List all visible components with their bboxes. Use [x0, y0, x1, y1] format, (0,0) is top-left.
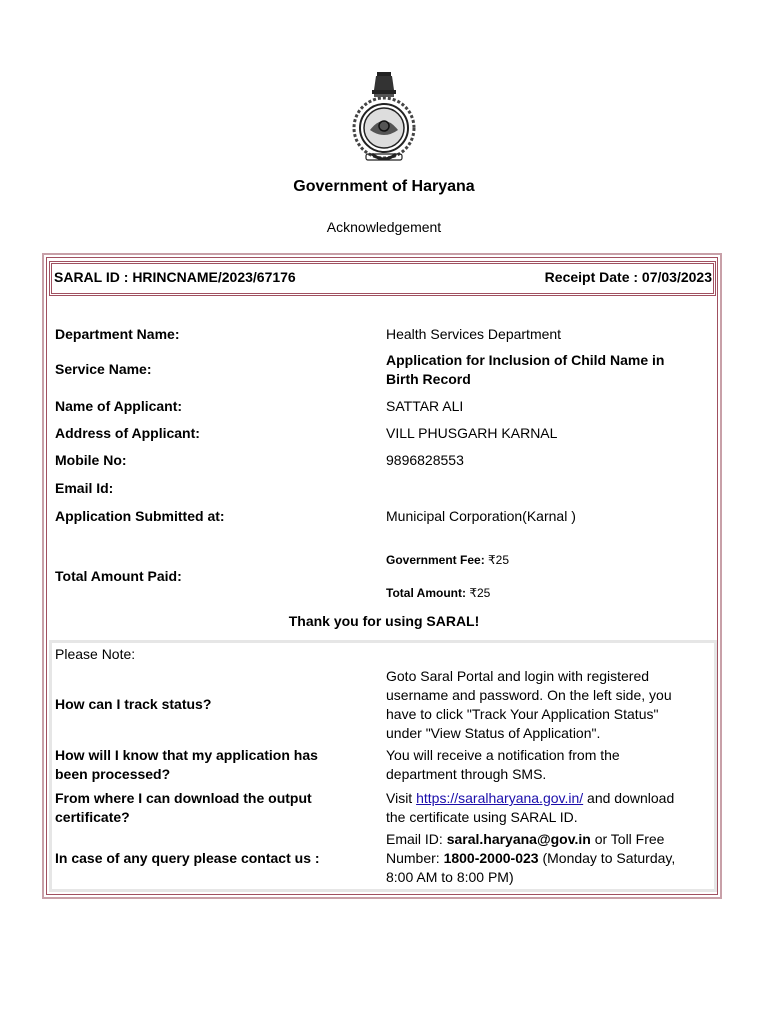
submitted-label: Application Submitted at: [55, 508, 225, 524]
document-type: Acknowledgement [326, 219, 442, 235]
contact-email: saral.haryana@gov.in [446, 831, 591, 847]
thanks-message: Thank you for using SARAL! [288, 613, 480, 629]
question-processed: How will I know that my application has been processed? [55, 747, 318, 782]
address-label: Address of Applicant: [55, 425, 200, 441]
answer-contact: Email ID: saral.haryana@gov.in or Toll Free Number: 1800-2000-023 (Monday to Saturday, 8:00 AM to 8:00 PM) [386, 831, 676, 885]
email-label: Email Id: [55, 480, 114, 496]
service-label: Service Name: [55, 361, 152, 377]
submitted-value: Municipal Corporation(Karnal ) [386, 508, 576, 524]
answer-track-status: Goto Saral Portal and login with registered username and password. On the left side, you have to click "Track Your Application Status" under "View Status of Application". [386, 668, 672, 741]
total-paid-label: Total Amount Paid: [55, 568, 182, 584]
address-value: VILL PHUSGARH KARNAL [386, 425, 558, 441]
applicant-label: Name of Applicant: [55, 398, 183, 414]
question-contact: In case of any query please contact us : [55, 850, 320, 866]
mobile-label: Mobile No: [55, 452, 127, 468]
state-emblem-icon [348, 68, 420, 172]
saral-portal-link[interactable]: https://saralharyana.gov.in/ [416, 790, 584, 806]
department-label: Department Name: [55, 326, 180, 342]
saral-id: SARAL ID : HRINCNAME/2023/67176 [54, 269, 296, 285]
question-download: From where I can download the output certificate? [55, 790, 312, 825]
toll-free-number: 1800-2000-023 [443, 850, 539, 866]
receipt-date: Receipt Date : 07/03/2023 [544, 269, 712, 285]
department-value: Health Services Department [386, 326, 562, 342]
answer-processed: You will receive a notification from the department through SMS. [386, 747, 620, 782]
applicant-value: SATTAR ALI [386, 398, 464, 414]
service-value: Application for Inclusion of Child Name in Birth Record [386, 352, 665, 387]
government-fee: Government Fee: ₹25 [386, 553, 510, 567]
question-track-status: How can I track status? [55, 696, 212, 712]
mobile-value: 9896828553 [386, 452, 464, 468]
notes-heading: Please Note: [55, 646, 136, 662]
answer-download: Visit https://saralharyana.gov.in/ and download the certificate using SARAL ID. [386, 790, 675, 825]
organization-title: Government of Haryana [293, 178, 475, 195]
total-amount: Total Amount: ₹25 [386, 586, 491, 600]
